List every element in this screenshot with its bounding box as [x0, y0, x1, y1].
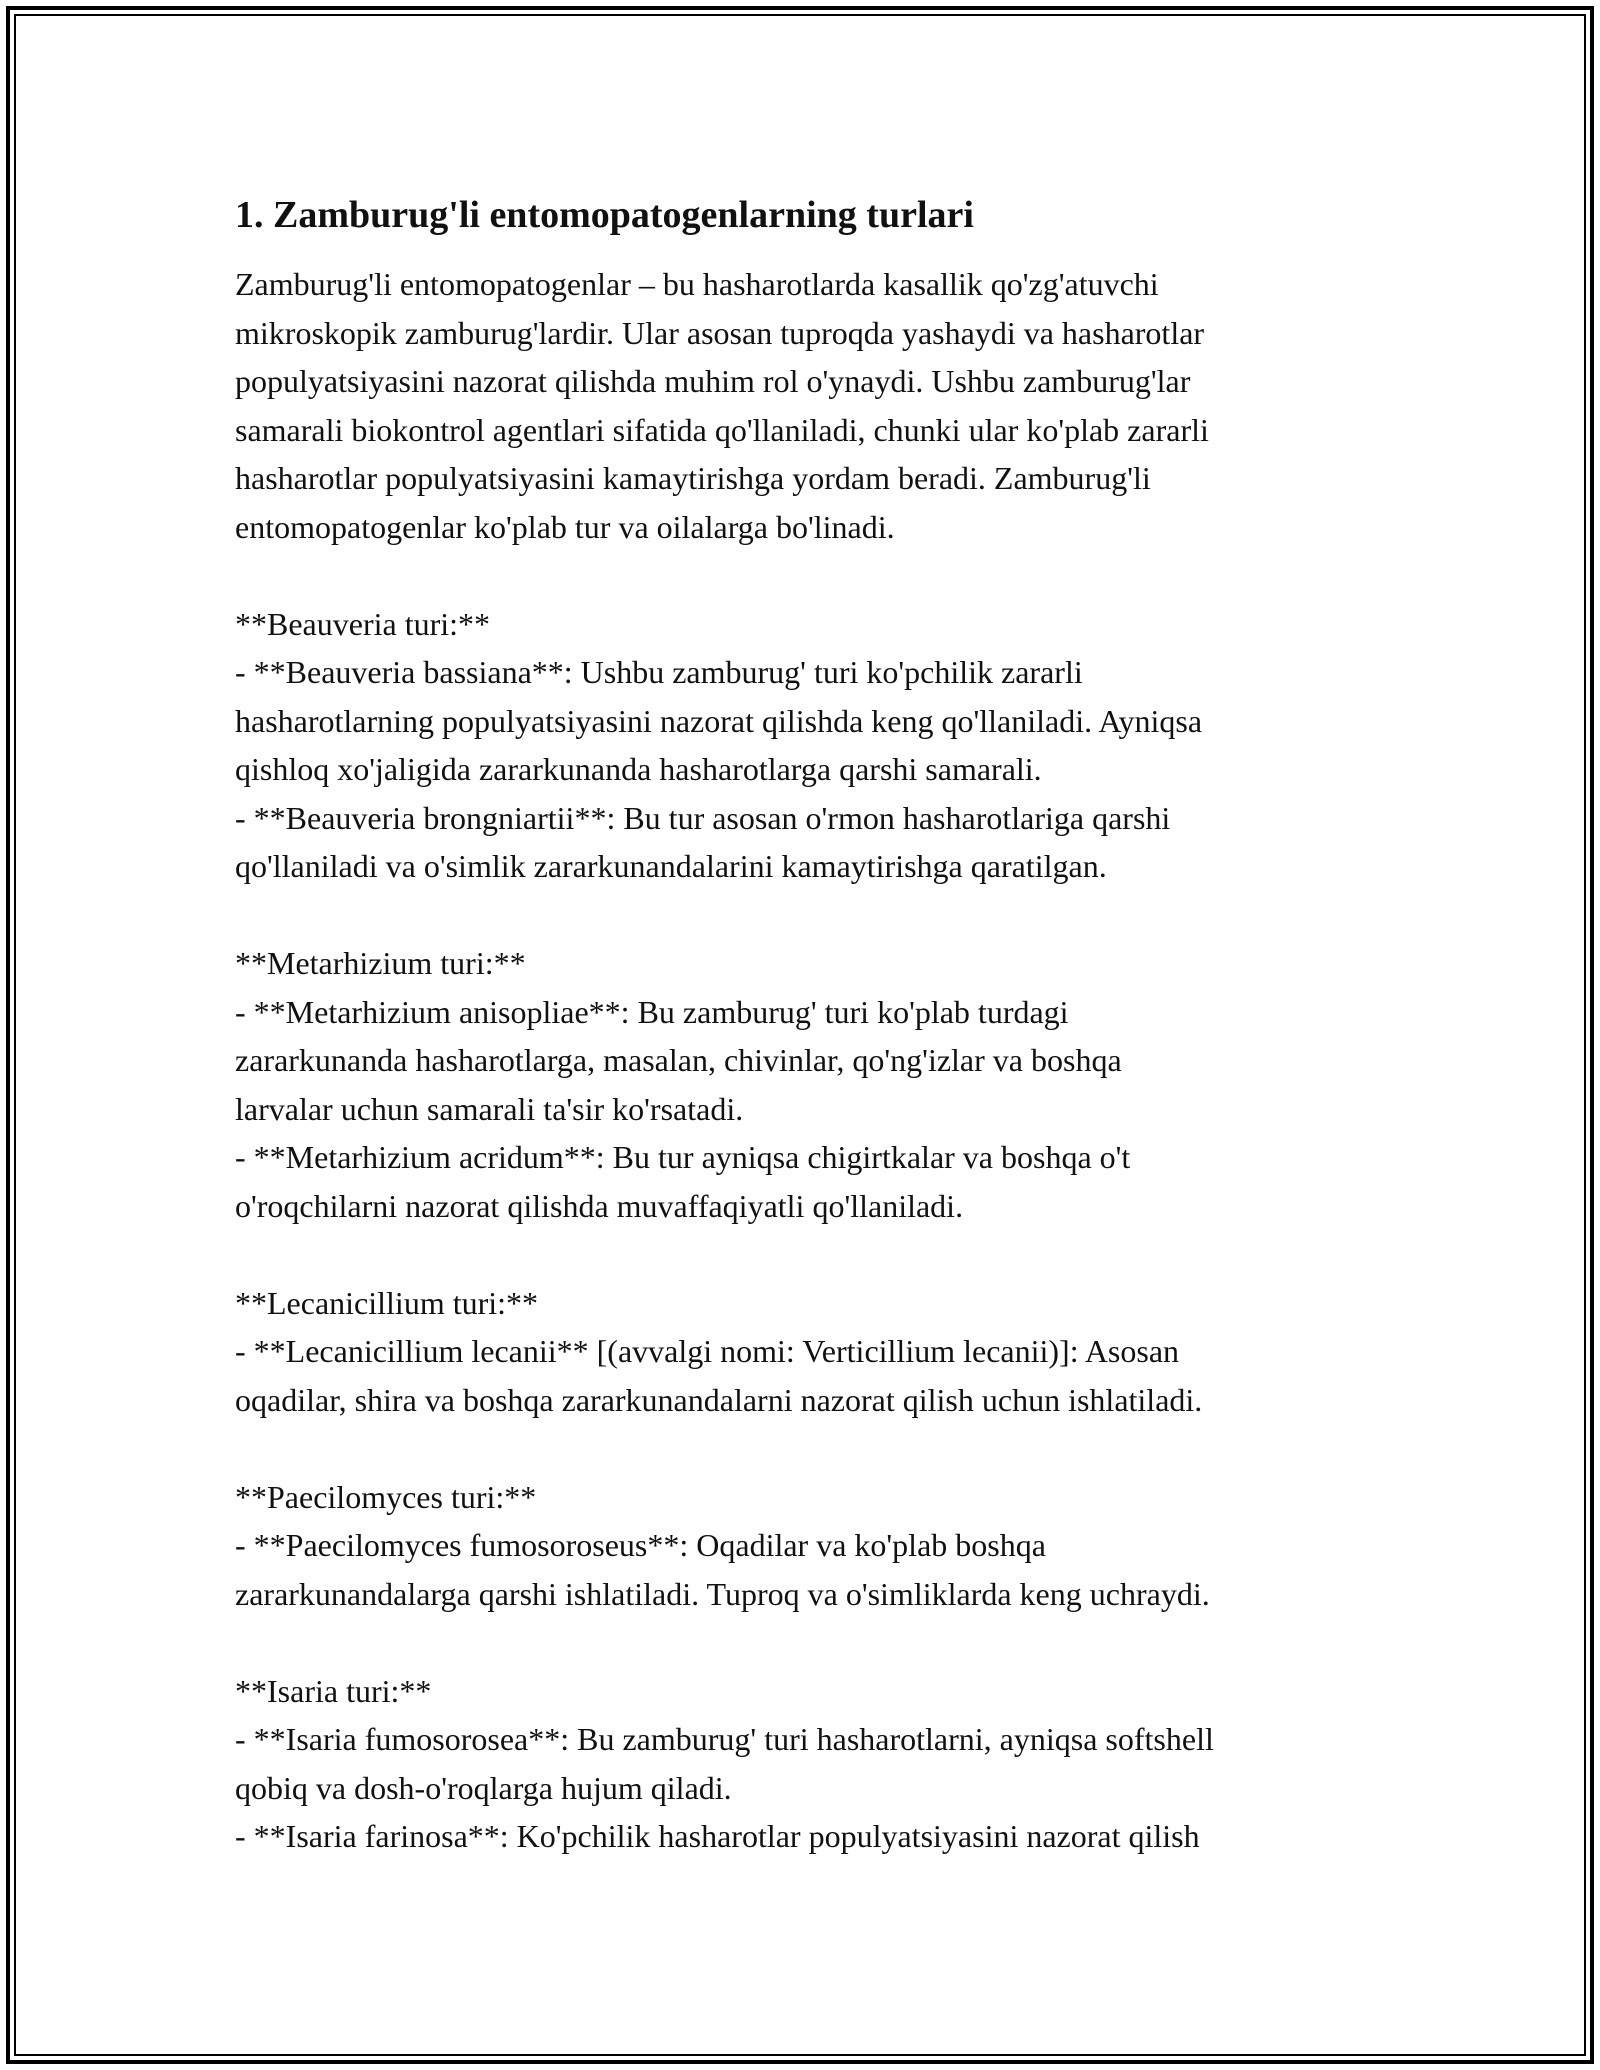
- section-lecanicillium: [235, 1279, 1375, 1425]
- section-metarhizium: [235, 939, 1375, 1230]
- text-line: zararkunanda hasharotlarga, masalan, chivinlar, qo'ng'izlar va boshqa: [235, 1042, 1122, 1078]
- intro-paragraph: [235, 260, 1375, 551]
- document-body: [235, 184, 1375, 1861]
- text-line: - **Metarhizium acridum**: Bu tur ayniqsa chigirtkalar va boshqa o't: [235, 1139, 1131, 1175]
- text-line: - **Isaria fumosorosea**: Bu zamburug' turi hasharotlarni, ayniqsa softshell: [235, 1721, 1214, 1757]
- text-line: zararkunandalarga qarshi ishlatiladi. Tuproq va o'simliklarda keng uchraydi.: [235, 1575, 1210, 1612]
- section-paecilomyces: [235, 1473, 1375, 1619]
- text-line: samarali biokontrol agentlari sifatida qo'llaniladi, chunki ular ko'plab zararli: [235, 411, 1209, 448]
- text-line: - **Lecanicillium lecanii** [(avvalgi nomi: Verticillium lecanii)]: Asosan: [235, 1333, 1180, 1369]
- text-line: - **Beauveria bassiana**: Ushbu zamburug' turi ko'pchilik zararli: [235, 654, 1083, 690]
- text-line: entomopatogenlar ko'plab tur va oilalarga bo'linadi.: [235, 508, 895, 545]
- section-title: **Isaria turi:**: [235, 1672, 432, 1709]
- section-isaria: [235, 1667, 1375, 1861]
- section-title: **Paecilomyces turi:**: [235, 1478, 537, 1515]
- text-line: qobiq va dosh-o'roqlarga hujum qiladi.: [235, 1769, 732, 1806]
- text-line: o'roqchilarni nazorat qilishda muvaffaqiyatli qo'llaniladi.: [235, 1187, 964, 1224]
- text-line: hasharotlarning populyatsiyasini nazorat qilishda keng qo'llaniladi. Ayniqsa: [235, 702, 1203, 739]
- text-line: - **Beauveria brongniartii**: Bu tur asosan o'rmon hasharotlariga qarshi: [235, 799, 1171, 836]
- text-line: qishloq xo'jaligida zararkunanda hasharotlarga qarshi samarali.: [235, 751, 1042, 787]
- text-line: - **Isaria farinosa**: Ko'pchilik hasharotlar populyatsiyasini nazorat qilish: [235, 1818, 1200, 1854]
- text-line: Zamburug'li entomopatogenlar – bu hasharotlarda kasallik qo'zg'atuvchi: [235, 266, 1159, 302]
- text-line: oqadilar, shira va boshqa zararkunandalarni nazorat qilish uchun ishlatiladi.: [235, 1381, 1203, 1418]
- section-title: **Lecanicillium turi:**: [235, 1284, 539, 1321]
- text-line: qo'llaniladi va o'simlik zararkunandalarini kamaytirishga qaratilgan.: [235, 848, 1107, 884]
- text-line: - **Metarhizium anisopliae**: Bu zamburug' turi ko'plab turdagi: [235, 993, 1069, 1030]
- text-line: populyatsiyasini nazorat qilishda muhim rol o'ynaydi. Ushbu zamburug'lar: [235, 363, 1191, 399]
- section-title: **Metarhizium turi:**: [235, 945, 526, 981]
- text-line: larvalar uchun samarali ta'sir ko'rsatadi.: [235, 1090, 744, 1127]
- section-beauveria: [235, 600, 1375, 891]
- text-line: mikroskopik zamburug'lardir. Ular asosan tuproqda yashaydi va hasharotlar: [235, 314, 1205, 351]
- section-heading: 1. Zamburug'li entomopatogenlarning turlari: [235, 194, 974, 236]
- section-title: **Beauveria turi:**: [235, 605, 491, 642]
- text-line: hasharotlar populyatsiyasini kamaytirishga yordam beradi. Zamburug'li: [235, 460, 1151, 496]
- text-line: - **Paecilomyces fumosoroseus**: Oqadilar va ko'plab boshqa: [235, 1527, 1046, 1563]
